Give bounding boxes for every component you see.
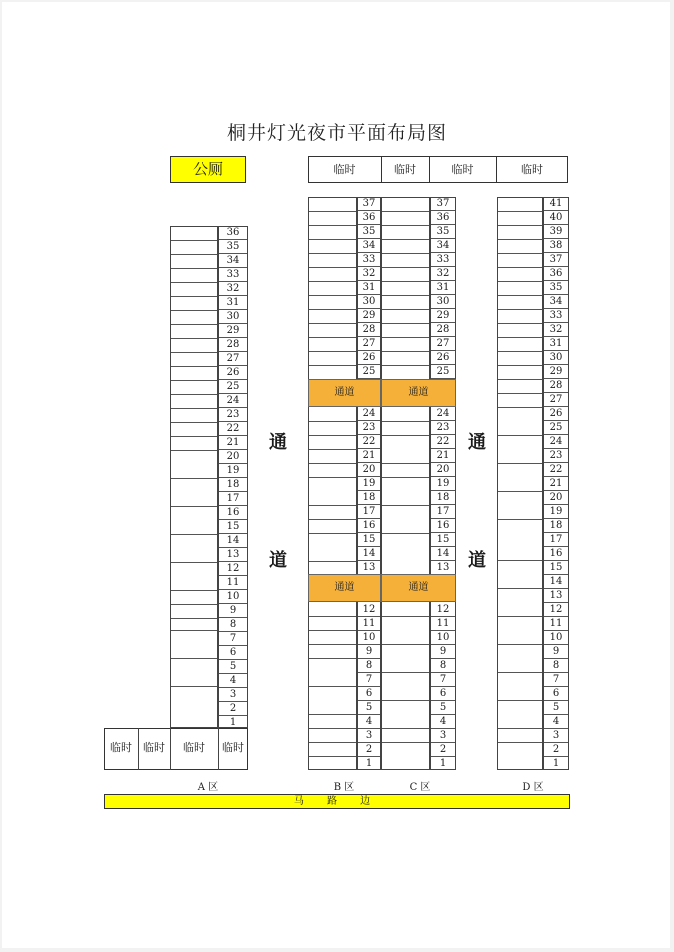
stall-number: 39 <box>544 225 568 239</box>
stall-number: 25 <box>544 421 568 435</box>
stall-number: 26 <box>431 351 455 365</box>
stall-divider <box>382 309 429 310</box>
stall-divider <box>171 352 217 353</box>
stall-divider <box>498 309 542 310</box>
stall-number: 11 <box>358 617 380 631</box>
stall-divider <box>309 519 356 520</box>
stall-divider <box>309 351 356 352</box>
aisle-label-char: 通 <box>468 432 486 453</box>
stall-divider <box>309 309 356 310</box>
stall-number: 21 <box>544 477 568 491</box>
top-temp-cell: 临时 <box>521 163 543 176</box>
stall-number: 9 <box>431 645 455 659</box>
stall-divider <box>382 700 429 701</box>
stall-number: 34 <box>358 239 380 253</box>
stall-number: 1 <box>229 717 237 728</box>
stall-number: 4 <box>219 674 247 688</box>
stall-number: 2 <box>544 743 568 757</box>
stall-number: 19 <box>219 464 247 478</box>
stall-divider <box>309 421 356 422</box>
stall-divider <box>498 379 542 380</box>
stall-divider <box>498 519 542 520</box>
stall-number: 22 <box>219 422 247 436</box>
top-temp-cell: 临时 <box>451 163 474 176</box>
top-temp-cell: 临时 <box>333 163 356 176</box>
zone-label-a: A 区 <box>197 782 219 793</box>
stall-number: 34 <box>219 254 247 268</box>
stall-number: 28 <box>219 338 247 352</box>
stall-number: 32 <box>219 282 247 296</box>
stall-divider <box>498 491 542 492</box>
stall-number: 12 <box>219 562 247 576</box>
stall-divider <box>171 436 217 437</box>
stall-divider <box>171 618 217 619</box>
stall-number: 7 <box>431 673 455 687</box>
stall-number: 19 <box>544 505 568 519</box>
stall-divider <box>498 225 542 226</box>
stall-number: 20 <box>358 463 380 477</box>
stall-divider <box>309 295 356 296</box>
bottom-temp-cell: 临时 <box>222 741 244 754</box>
stall-number: 6 <box>544 687 568 701</box>
stall-divider <box>382 267 429 268</box>
stall-number: 22 <box>544 463 568 477</box>
stall-number: 41 <box>544 197 568 211</box>
stall-divider <box>171 296 217 297</box>
stall-number: 19 <box>358 477 380 491</box>
stall-divider <box>382 477 429 478</box>
stall-number: 18 <box>358 491 380 505</box>
stall-divider <box>309 658 356 659</box>
stall-number: 5 <box>219 660 247 674</box>
stall-number: 34 <box>544 295 568 309</box>
stall-number: 16 <box>431 519 455 533</box>
section-a-stall-column <box>170 226 218 728</box>
zone-label-d: D 区 <box>522 782 544 793</box>
stall-number: 34 <box>431 239 455 253</box>
stall-divider <box>382 728 429 729</box>
stall-divider <box>498 588 542 589</box>
stall-number: 38 <box>544 239 568 253</box>
stall-number: 30 <box>358 295 380 309</box>
stall-divider <box>498 742 542 743</box>
stall-divider <box>309 267 356 268</box>
stall-number: 26 <box>544 407 568 421</box>
stall-number: 9 <box>544 645 568 659</box>
stall-divider <box>171 630 217 631</box>
stall-divider <box>498 295 542 296</box>
stall-number: 26 <box>358 351 380 365</box>
stall-divider <box>171 534 217 535</box>
stall-divider <box>382 253 429 254</box>
stall-number: 26 <box>219 366 247 380</box>
stall-number: 20 <box>431 463 455 477</box>
bottom-temp-cell: 临时 <box>110 741 132 754</box>
stall-number: 21 <box>358 449 380 463</box>
stall-number: 12 <box>431 603 455 617</box>
stall-number: 6 <box>358 687 380 701</box>
stall-divider <box>171 562 217 563</box>
stall-divider <box>498 644 542 645</box>
stall-divider <box>382 323 429 324</box>
zone-label-c: C 区 <box>409 782 431 793</box>
stall-number: 35 <box>219 240 247 254</box>
section-b-stall-column <box>308 197 357 770</box>
stall-number: 27 <box>431 337 455 351</box>
stall-number: 3 <box>219 688 247 702</box>
stall-divider <box>498 463 542 464</box>
stall-number: 23 <box>431 421 455 435</box>
stall-number: 25 <box>219 380 247 394</box>
stall-number: 15 <box>431 533 455 547</box>
stall-number: 30 <box>431 295 455 309</box>
stall-number: 13 <box>358 561 380 575</box>
stall-number: 25 <box>431 365 455 379</box>
stall-number: 22 <box>431 435 455 449</box>
stall-number: 35 <box>358 225 380 239</box>
stall-number: 4 <box>358 715 380 729</box>
stall-divider <box>309 239 356 240</box>
stall-number: 12 <box>544 603 568 617</box>
stall-number: 29 <box>358 309 380 323</box>
stall-number: 25 <box>358 365 380 379</box>
stall-number: 36 <box>219 226 247 240</box>
stall-number: 23 <box>219 408 247 422</box>
stall-divider <box>171 408 217 409</box>
stall-divider <box>171 422 217 423</box>
stall-divider <box>171 282 217 283</box>
stall-divider <box>498 351 542 352</box>
stall-number: 1 <box>365 758 373 769</box>
public-toilet-box: 公厕 <box>170 156 246 183</box>
stall-number: 30 <box>544 351 568 365</box>
stall-divider <box>382 351 429 352</box>
stall-divider <box>382 533 429 534</box>
stall-number: 2 <box>358 743 380 757</box>
stall-number: 14 <box>358 547 380 561</box>
stall-number: 7 <box>358 673 380 687</box>
stall-number: 3 <box>358 729 380 743</box>
passage-block: 通道 <box>381 379 456 407</box>
stall-number: 9 <box>358 645 380 659</box>
stall-number: 19 <box>431 477 455 491</box>
stall-number: 1 <box>552 758 560 769</box>
stall-divider <box>171 686 217 687</box>
stall-number: 31 <box>544 337 568 351</box>
stall-number: 27 <box>544 393 568 407</box>
stall-number: 17 <box>219 492 247 506</box>
stall-divider <box>309 533 356 534</box>
stall-divider <box>309 281 356 282</box>
stall-number: 29 <box>544 365 568 379</box>
stall-number: 14 <box>219 534 247 548</box>
stall-divider <box>382 644 429 645</box>
stall-number: 5 <box>544 701 568 715</box>
stall-number: 33 <box>358 253 380 267</box>
stall-divider <box>171 338 217 339</box>
stall-number: 29 <box>431 309 455 323</box>
stall-divider <box>382 742 429 743</box>
stall-number: 8 <box>431 659 455 673</box>
stall-divider <box>498 672 542 673</box>
stall-number: 12 <box>358 603 380 617</box>
stall-number: 18 <box>219 478 247 492</box>
stall-number: 13 <box>431 561 455 575</box>
stall-number: 31 <box>431 281 455 295</box>
bottom-temp-cell: 临时 <box>183 741 205 754</box>
stall-number: 18 <box>544 519 568 533</box>
stall-number: 1 <box>439 758 447 769</box>
stall-divider <box>171 254 217 255</box>
passage-block: 通道 <box>308 574 381 602</box>
stall-divider <box>171 478 217 479</box>
stall-number: 18 <box>431 491 455 505</box>
stall-divider <box>309 644 356 645</box>
stall-number: 8 <box>358 659 380 673</box>
section-a-number-column <box>218 226 248 728</box>
stall-number: 23 <box>358 421 380 435</box>
stall-divider <box>171 240 217 241</box>
stall-divider <box>382 421 429 422</box>
stall-number: 36 <box>431 211 455 225</box>
stall-number: 20 <box>219 450 247 464</box>
stall-divider <box>382 365 429 366</box>
stall-number: 21 <box>219 436 247 450</box>
stall-number: 11 <box>431 617 455 631</box>
stall-divider <box>309 742 356 743</box>
stall-number: 4 <box>431 715 455 729</box>
roadside-bar: 马 路 边 <box>104 794 570 809</box>
stall-number: 37 <box>358 197 380 211</box>
stall-number: 8 <box>219 618 247 632</box>
stall-divider <box>309 449 356 450</box>
page-title: 桐井灯光夜市平面布局图 <box>226 122 447 144</box>
stall-number: 2 <box>431 743 455 757</box>
stall-number: 17 <box>431 505 455 519</box>
stall-divider <box>382 281 429 282</box>
stall-divider <box>309 365 356 366</box>
stall-divider <box>171 268 217 269</box>
stall-divider <box>498 560 542 561</box>
stall-divider <box>498 365 542 366</box>
stall-number: 10 <box>544 631 568 645</box>
stall-number: 10 <box>358 631 380 645</box>
section-b-number-column <box>357 197 381 770</box>
stall-number: 36 <box>358 211 380 225</box>
stall-number: 31 <box>219 296 247 310</box>
stall-divider <box>171 506 217 507</box>
stall-divider <box>309 686 356 687</box>
passage-block: 通道 <box>381 574 456 602</box>
stall-number: 7 <box>219 632 247 646</box>
stall-divider <box>171 310 217 311</box>
stall-number: 33 <box>431 253 455 267</box>
stall-number: 11 <box>219 576 247 590</box>
section-d-number-column <box>543 197 569 770</box>
stall-divider <box>498 337 542 338</box>
stall-number: 10 <box>431 631 455 645</box>
stall-divider <box>498 700 542 701</box>
stall-divider <box>171 604 217 605</box>
stall-divider <box>171 590 217 591</box>
stall-number: 15 <box>219 520 247 534</box>
stall-number: 5 <box>358 701 380 715</box>
stall-divider <box>498 253 542 254</box>
stall-number: 14 <box>431 547 455 561</box>
stall-divider <box>309 225 356 226</box>
stall-number: 32 <box>544 323 568 337</box>
stall-number: 30 <box>219 310 247 324</box>
stall-divider <box>382 295 429 296</box>
stall-number: 10 <box>219 590 247 604</box>
stall-number: 32 <box>358 267 380 281</box>
stall-number: 4 <box>544 715 568 729</box>
stall-number: 36 <box>544 267 568 281</box>
stall-number: 24 <box>358 407 380 421</box>
aisle-label-char: 通 <box>269 432 287 453</box>
stall-number: 2 <box>219 702 247 716</box>
stall-divider <box>382 435 429 436</box>
stall-divider <box>382 239 429 240</box>
stall-number: 35 <box>544 281 568 295</box>
stall-divider <box>171 366 217 367</box>
stall-divider <box>498 407 542 408</box>
stall-divider <box>309 728 356 729</box>
stall-divider <box>498 616 542 617</box>
section-c-stall-column <box>381 197 430 770</box>
stall-divider <box>171 394 217 395</box>
stall-divider <box>309 756 356 757</box>
stall-divider <box>382 225 429 226</box>
stall-number: 15 <box>358 533 380 547</box>
stall-number: 5 <box>431 701 455 715</box>
stall-divider <box>171 658 217 659</box>
stall-number: 17 <box>544 533 568 547</box>
stall-number: 6 <box>219 646 247 660</box>
stall-divider <box>171 450 217 451</box>
stall-divider <box>309 714 356 715</box>
stall-divider <box>498 267 542 268</box>
stall-divider <box>382 672 429 673</box>
stall-number: 33 <box>544 309 568 323</box>
stall-divider <box>309 616 356 617</box>
stall-divider <box>382 337 429 338</box>
stall-number: 28 <box>358 323 380 337</box>
stall-number: 7 <box>544 673 568 687</box>
stall-divider <box>498 728 542 729</box>
stall-number: 27 <box>219 352 247 366</box>
stall-divider <box>498 393 542 394</box>
stall-number: 33 <box>219 268 247 282</box>
stall-number: 32 <box>431 267 455 281</box>
stall-number: 27 <box>358 337 380 351</box>
stall-divider <box>498 435 542 436</box>
stall-number: 13 <box>544 589 568 603</box>
stall-number: 15 <box>544 561 568 575</box>
stall-number: 11 <box>544 617 568 631</box>
stall-divider <box>309 561 356 562</box>
stall-divider <box>171 380 217 381</box>
stall-number: 21 <box>431 449 455 463</box>
stall-number: 35 <box>431 225 455 239</box>
stall-number: 16 <box>544 547 568 561</box>
section-c-number-column <box>430 197 456 770</box>
stall-divider <box>498 281 542 282</box>
stall-number: 23 <box>544 449 568 463</box>
stall-divider <box>309 630 356 631</box>
stall-divider <box>382 616 429 617</box>
stall-number: 6 <box>431 687 455 701</box>
stall-divider <box>382 211 429 212</box>
passage-block: 通道 <box>308 379 381 407</box>
stall-number: 29 <box>219 324 247 338</box>
stall-divider <box>309 337 356 338</box>
stall-divider <box>382 463 429 464</box>
stall-number: 24 <box>219 394 247 408</box>
stall-number: 3 <box>431 729 455 743</box>
zone-label-b: B 区 <box>333 782 355 793</box>
stall-number: 28 <box>544 379 568 393</box>
stall-divider <box>309 323 356 324</box>
stall-number: 24 <box>544 435 568 449</box>
aisle-label-char: 道 <box>468 550 486 571</box>
stall-number: 17 <box>358 505 380 519</box>
stall-number: 14 <box>544 575 568 589</box>
stall-number: 3 <box>544 729 568 743</box>
stall-number: 37 <box>431 197 455 211</box>
section-d-stall-column <box>497 197 543 770</box>
stall-number: 13 <box>219 548 247 562</box>
stall-number: 16 <box>358 519 380 533</box>
stall-number: 24 <box>431 407 455 421</box>
stall-number: 20 <box>544 491 568 505</box>
stall-divider <box>382 505 429 506</box>
stall-divider <box>309 435 356 436</box>
aisle-label-char: 道 <box>269 550 287 571</box>
stall-number: 40 <box>544 211 568 225</box>
stall-number: 28 <box>431 323 455 337</box>
stall-number: 31 <box>358 281 380 295</box>
stall-number: 8 <box>544 659 568 673</box>
stall-divider <box>171 324 217 325</box>
stall-number: 37 <box>544 253 568 267</box>
stall-divider <box>309 253 356 254</box>
bottom-temp-cell: 临时 <box>143 741 165 754</box>
stall-divider <box>309 505 356 506</box>
stall-divider <box>309 211 356 212</box>
stall-divider <box>498 239 542 240</box>
stall-number: 9 <box>219 604 247 618</box>
top-temp-cell: 临时 <box>394 163 416 176</box>
stall-number: 16 <box>219 506 247 520</box>
stall-divider <box>498 211 542 212</box>
stall-number: 22 <box>358 435 380 449</box>
stall-divider <box>309 463 356 464</box>
stall-divider <box>498 323 542 324</box>
stall-divider <box>309 477 356 478</box>
